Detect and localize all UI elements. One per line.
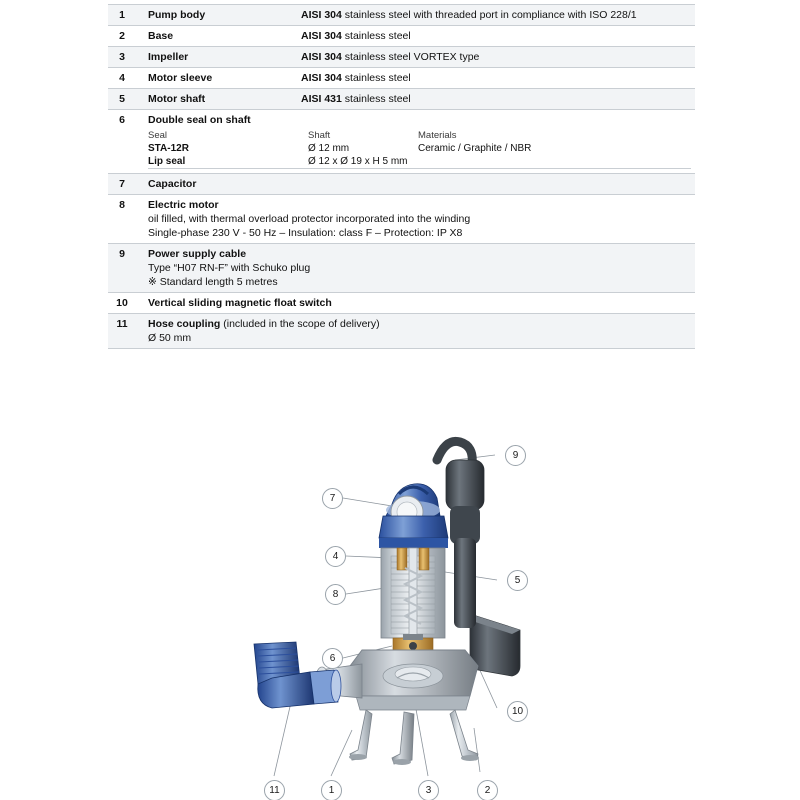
specification-table xyxy=(108,4,695,349)
row-desc-rest: stainless steel with threaded port in compliance with ISO 228/1 xyxy=(341,9,637,21)
row-number: 4 xyxy=(108,68,142,89)
row-number: 3 xyxy=(108,47,142,68)
callout-2[interactable]: 2 xyxy=(477,780,498,800)
row-desc-bold: AISI 304 xyxy=(301,9,342,21)
row-number: 7 xyxy=(108,174,142,195)
seal-header-materials: Materials xyxy=(418,130,457,141)
row-label: Motor shaft xyxy=(148,93,206,105)
callout-9[interactable]: 9 xyxy=(505,445,526,466)
callout-5[interactable]: 5 xyxy=(507,570,528,591)
table-row-seal xyxy=(108,110,695,174)
callout-8[interactable]: 8 xyxy=(325,584,346,605)
row-content xyxy=(142,26,295,47)
row-number: 10 xyxy=(108,293,142,314)
row-number: 5 xyxy=(108,89,142,110)
row-description xyxy=(295,89,695,110)
row-label: Electric motor xyxy=(148,199,219,211)
table-row xyxy=(108,195,695,244)
row-content xyxy=(142,195,695,244)
seal-name: Lip seal xyxy=(148,155,308,169)
row-description xyxy=(295,47,695,68)
row-content xyxy=(142,68,295,89)
callout-6[interactable]: 6 xyxy=(322,648,343,669)
table-row xyxy=(108,5,695,26)
row-desc-bold: AISI 431 xyxy=(301,93,342,105)
row-number: 2 xyxy=(108,26,142,47)
row-desc-bold: AISI 304 xyxy=(301,30,342,42)
table-row xyxy=(108,174,695,195)
seal-row xyxy=(148,155,691,169)
row-desc-rest: stainless steel xyxy=(341,93,411,105)
table-row xyxy=(108,293,695,314)
seal-shaft: Ø 12 mm xyxy=(308,143,350,154)
pump-base-legs xyxy=(349,710,479,765)
row-content xyxy=(142,244,695,293)
callout-7[interactable]: 7 xyxy=(322,488,343,509)
row-content xyxy=(142,174,695,195)
row-content xyxy=(142,5,295,26)
pump-illustration xyxy=(0,398,800,800)
callout-10[interactable]: 10 xyxy=(507,701,528,722)
table-row xyxy=(108,47,695,68)
seal-name: STA-12R xyxy=(148,143,189,154)
motor-sleeve xyxy=(381,548,445,646)
motor-shoulder xyxy=(379,516,448,548)
row-desc-bold: AISI 304 xyxy=(301,72,342,84)
row-label: Impeller xyxy=(148,51,189,63)
row-description xyxy=(295,68,695,89)
row-number: 9 xyxy=(108,244,142,293)
row-label: Hose coupling xyxy=(148,318,221,330)
row-desc-rest: stainless steel xyxy=(341,30,411,42)
table-body xyxy=(108,5,695,349)
row-extra-line: ※ Standard length 5 metres xyxy=(148,276,278,288)
callout-4[interactable]: 4 xyxy=(325,546,346,567)
row-number: 1 xyxy=(108,5,142,26)
row-number: 8 xyxy=(108,195,142,244)
row-extra-line: Single-phase 230 V - 50 Hz – Insulation: class F – Protection: IP X8 xyxy=(148,227,463,239)
row-description xyxy=(295,5,695,26)
seal-header-seal: Seal xyxy=(148,130,168,141)
row-description xyxy=(295,26,695,47)
row-label: Vertical sliding magnetic float switch xyxy=(148,297,332,309)
row-label: Motor sleeve xyxy=(148,72,213,84)
table-row xyxy=(108,314,695,349)
seal-header-shaft: Shaft xyxy=(308,130,331,141)
row-extra-line: Ø 50 mm xyxy=(148,332,192,344)
table-row xyxy=(108,26,695,47)
row-content xyxy=(142,314,695,349)
pump-cutaway-diagram xyxy=(0,398,800,800)
row-content xyxy=(142,89,295,110)
row-desc-rest: stainless steel xyxy=(341,72,411,84)
row-desc-rest: (included in the scope of delivery) xyxy=(220,318,380,330)
table-row xyxy=(108,89,695,110)
row-content xyxy=(142,293,695,314)
row-number: 6 xyxy=(108,110,142,174)
row-label: Power supply cable xyxy=(148,248,247,260)
row-desc-rest: stainless steel VORTEX type xyxy=(341,51,480,63)
row-desc-bold: AISI 304 xyxy=(301,51,342,63)
row-label: Pump body xyxy=(148,9,206,21)
row-label: Double seal on shaft xyxy=(148,114,251,126)
row-label: Capacitor xyxy=(148,178,197,190)
row-extra-line: Type “H07 RN-F” with Schuko plug xyxy=(148,262,311,274)
row-content xyxy=(142,47,295,68)
row-extra-line: oil filled, with thermal overload protector incorporated into the winding xyxy=(148,213,471,225)
callout-1[interactable]: 1 xyxy=(321,780,342,800)
callout-11[interactable]: 11 xyxy=(264,780,285,800)
seal-materials xyxy=(418,155,691,169)
seal-header-row xyxy=(148,129,691,142)
seal-shaft: Ø 12 x Ø 19 x H 5 mm xyxy=(308,155,418,169)
table-row xyxy=(108,68,695,89)
row-content xyxy=(142,110,695,174)
table-row xyxy=(108,244,695,293)
callout-3[interactable]: 3 xyxy=(418,780,439,800)
row-number: 11 xyxy=(108,314,142,349)
seal-row xyxy=(148,142,691,155)
seal-subtable xyxy=(148,129,691,169)
seal-materials: Ceramic / Graphite / NBR xyxy=(418,143,532,154)
row-label: Base xyxy=(148,30,174,42)
